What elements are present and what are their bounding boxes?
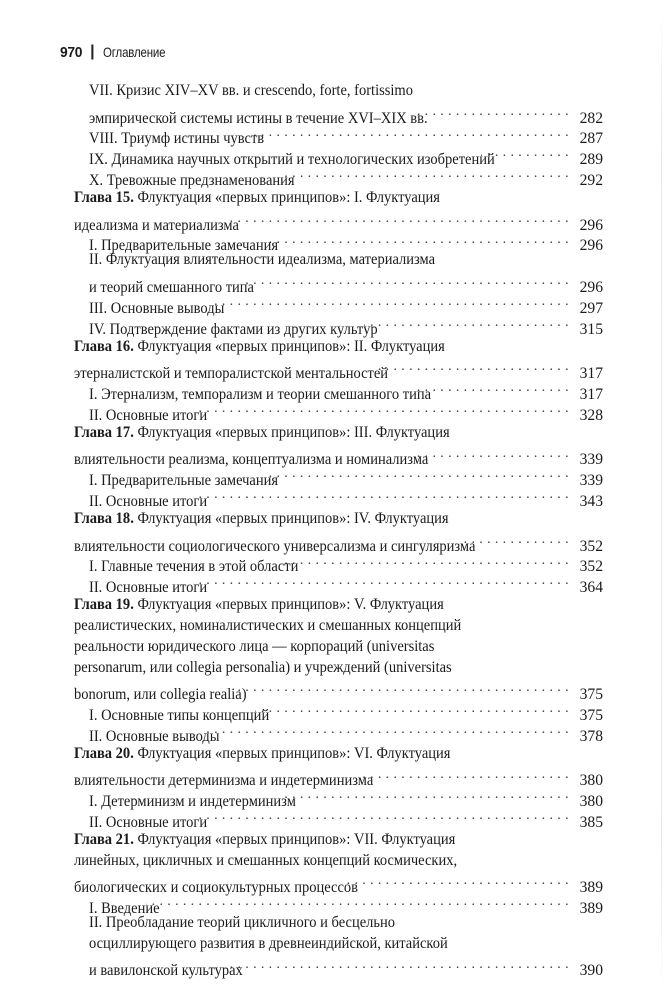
- entry-title-text: II. Основные итоги: [89, 406, 208, 424]
- toc-chapter-entry[interactable]: [74, 744, 603, 790]
- toc-section-entry[interactable]: [74, 378, 603, 403]
- page-ref[interactable]: 296: [579, 278, 603, 296]
- entry-title-text: этерналистской и темпоралистской ментальностей: [74, 365, 389, 383]
- dot-leader: [250, 123, 569, 144]
- toc-entry-line: [74, 595, 603, 616]
- dot-leader: [359, 765, 569, 786]
- page-ref[interactable]: 296: [579, 216, 603, 234]
- entry-title-text: II. Основные итоги: [89, 492, 208, 510]
- toc-entry-line: [74, 871, 603, 897]
- entry-title-text: II. Основные выводы: [89, 727, 220, 745]
- toc-entry-line: [89, 378, 603, 403]
- toc-entry-line: [89, 785, 603, 811]
- page-ref[interactable]: 282: [579, 109, 603, 127]
- dot-leader: [255, 699, 569, 720]
- toc-section-entry[interactable]: [74, 485, 603, 510]
- chapter-label: Глава 20.: [74, 744, 134, 762]
- page-ref[interactable]: 343: [579, 492, 603, 510]
- chapter-heading: [74, 423, 450, 444]
- page-ref[interactable]: 390: [579, 962, 603, 980]
- entry-title-text: IV. Подтверждение фактами из других культур: [89, 320, 378, 338]
- chapter-label: Глава 15.: [74, 188, 134, 206]
- entry-title-text: и теорий смешанного типа: [89, 278, 255, 296]
- table-of-contents: [74, 81, 603, 980]
- toc-entry-line: [74, 188, 603, 209]
- toc-entry-line: [74, 209, 603, 234]
- toc-section-entry[interactable]: [74, 806, 603, 831]
- dot-leader: [264, 464, 569, 485]
- toc-entry-line: [89, 934, 603, 955]
- dot-leader: [193, 485, 569, 506]
- page-ref[interactable]: 287: [579, 130, 603, 148]
- dot-leader: [225, 209, 569, 230]
- page-ref[interactable]: 315: [579, 320, 603, 338]
- dot-leader: [206, 720, 569, 741]
- toc-entry-line: [89, 230, 603, 255]
- chapter-heading: [74, 337, 445, 358]
- dot-leader: [281, 164, 569, 185]
- running-head-title: Оглавление: [102, 44, 165, 60]
- toc-entry-line: [89, 806, 603, 831]
- page-ref[interactable]: 292: [579, 171, 603, 189]
- entry-title-text: VII. Кризис XIV–XV вв. и crescendo, forte, fortissimo: [89, 82, 413, 99]
- page-ref[interactable]: 339: [579, 472, 603, 490]
- entry-title-text: Флуктуация «первых принципов»: I. Флуктуация: [133, 188, 440, 206]
- page-ref[interactable]: 297: [579, 299, 603, 317]
- entry-title-text: VIII. Триумф истины чувств: [89, 130, 265, 148]
- entry-title-text: осциллирующего развития в древнеиндийской, китайской: [89, 934, 448, 952]
- dot-leader: [210, 292, 569, 313]
- toc-entry-line: [74, 765, 603, 790]
- entry-title-text: влиятельности социологического универсализма и сингуляризма: [74, 537, 476, 555]
- toc-entry-line: [74, 830, 603, 851]
- entry-title-text: и вавилонской культурах: [89, 962, 243, 980]
- entry-title-text: реалистических, номиналистических и смешанных концепций: [74, 616, 462, 634]
- entry-title-text: II. Основные итоги: [89, 813, 208, 831]
- toc-entry-line: [89, 250, 603, 271]
- chapter-heading: [74, 744, 450, 765]
- toc-entry-line: [89, 955, 603, 980]
- page-ref[interactable]: 364: [579, 579, 603, 597]
- dot-leader: [417, 378, 569, 399]
- toc-section-entry[interactable]: [74, 230, 603, 255]
- dot-leader: [344, 871, 569, 892]
- entry-title-text: I. Основные типы концепций: [89, 706, 270, 724]
- toc-entry-line: [89, 485, 603, 510]
- dot-leader: [264, 230, 569, 251]
- entry-title-text: IX. Динамика научных открытий и технологических изобретений: [89, 151, 495, 169]
- chapter-label: Глава 16.: [74, 337, 134, 355]
- toc-section-entry[interactable]: [74, 551, 603, 576]
- page-ref[interactable]: 289: [579, 151, 603, 169]
- page-ref[interactable]: 317: [579, 365, 603, 383]
- dot-leader: [240, 271, 569, 292]
- toc-entry-line: [74, 423, 603, 444]
- toc-chapter-entry[interactable]: [74, 509, 603, 555]
- entry-title-text: биологических и социокультурных процессов: [74, 879, 359, 897]
- toc-section-entry[interactable]: [74, 250, 603, 296]
- toc-section-entry[interactable]: [74, 123, 603, 148]
- page-ref[interactable]: 375: [579, 686, 603, 704]
- entry-title-text: X. Тревожные предзнаменования: [89, 171, 295, 189]
- dot-leader: [229, 955, 569, 976]
- dot-leader: [481, 143, 569, 164]
- chapter-label: Глава 21.: [74, 830, 134, 848]
- toc-section-entry[interactable]: [74, 571, 603, 597]
- toc-entry-line: [89, 571, 603, 597]
- toc-chapter-entry[interactable]: [74, 337, 603, 383]
- chapter-heading: [74, 509, 449, 530]
- dot-leader: [374, 357, 569, 378]
- toc-entry-line: [74, 744, 603, 765]
- toc-entry-line: [74, 851, 603, 872]
- entry-title-text: III. Основные выводы: [89, 299, 225, 317]
- toc-section-entry[interactable]: [74, 81, 603, 127]
- toc-entry-line: [89, 143, 603, 169]
- toc-entry-line: [89, 81, 603, 102]
- entry-title-text: реальности юридического лица — корпораций (universitas: [74, 637, 435, 655]
- toc-section-entry[interactable]: [74, 892, 603, 918]
- running-head-separator: |: [90, 43, 95, 60]
- page-ref[interactable]: 352: [579, 558, 603, 576]
- entry-title-text: Флуктуация «первых принципов»: VI. Флуктуация: [133, 744, 451, 762]
- page-ref[interactable]: 389: [579, 879, 603, 897]
- running-head: [60, 43, 179, 61]
- toc-section-entry[interactable]: [74, 292, 603, 317]
- entry-title-text: Флуктуация «первых принципов»: V. Флуктуация: [133, 596, 444, 614]
- toc-entry-line: [89, 699, 603, 724]
- chapter-label: Глава 18.: [74, 509, 134, 527]
- entry-title-text: bonorum, или collegia realia): [74, 686, 247, 704]
- dot-leader: [284, 551, 569, 572]
- toc-section-entry[interactable]: [74, 164, 603, 189]
- toc-entry-line: [89, 551, 603, 576]
- entry-title-text: влиятельности реализма, концептуализма и номинализма: [74, 451, 429, 469]
- entry-title-text: II. Основные итоги: [89, 579, 208, 597]
- entry-title-text: I. Главные течения в этой области: [89, 558, 299, 576]
- toc-entry-line: [89, 313, 603, 338]
- chapter-heading: [74, 595, 444, 616]
- entry-title-text: I. Этернализм, темпорализм и теории смешанного типа: [89, 385, 432, 403]
- toc-chapter-entry[interactable]: [74, 595, 603, 704]
- page-ref[interactable]: 375: [579, 706, 603, 724]
- entry-title-text: II. Флуктуация влиятельности идеализма, материализма: [89, 251, 436, 269]
- entry-title-text: Флуктуация «первых принципов»: IV. Флуктуация: [133, 509, 449, 527]
- toc-section-entry[interactable]: [74, 720, 603, 745]
- dot-leader: [193, 571, 569, 592]
- entry-title-text: I. Предварительные замечания: [89, 237, 279, 255]
- toc-section-entry[interactable]: [74, 399, 603, 424]
- toc-entry-line: [89, 399, 603, 424]
- toc-section-entry[interactable]: [74, 313, 603, 338]
- toc-section-entry[interactable]: [74, 785, 603, 811]
- page-number: 970: [60, 43, 83, 61]
- chapter-label: Глава 19.: [74, 596, 134, 614]
- toc-entry-line: [89, 164, 603, 189]
- page-ref[interactable]: 317: [579, 385, 603, 403]
- page-ref[interactable]: 385: [579, 813, 603, 831]
- chapter-label: Глава 17.: [74, 423, 134, 441]
- dot-leader: [193, 399, 569, 420]
- toc-chapter-entry[interactable]: [74, 830, 603, 897]
- entry-title-text: Флуктуация «первых принципов»: VII. Флуктуация: [133, 830, 456, 848]
- page-ref[interactable]: 378: [579, 727, 603, 745]
- chapter-heading: [74, 188, 440, 209]
- toc-entry-line: [89, 292, 603, 317]
- toc-entry-line: [89, 720, 603, 745]
- page-ref[interactable]: 380: [579, 793, 603, 811]
- toc-section-entry[interactable]: [74, 143, 603, 169]
- toc-entry-line: [74, 616, 603, 637]
- toc-section-entry[interactable]: [74, 699, 603, 724]
- toc-entry-line: [89, 123, 603, 148]
- dot-leader: [414, 444, 569, 465]
- entry-title-text: I. Детерминизм и индетерминизм: [89, 793, 296, 811]
- toc-chapter-entry[interactable]: [74, 188, 603, 234]
- toc-entry-line: [74, 637, 603, 658]
- toc-entry-line: [89, 271, 603, 296]
- entry-title-text: линейных, цикличных и смешанных концепций космических,: [74, 851, 458, 869]
- entry-title-text: II. Преобладание теорий цикличного и бесцельно: [89, 914, 396, 932]
- toc-entry-line: [89, 102, 603, 127]
- toc-entry-line: [74, 357, 603, 383]
- entry-title-text: Флуктуация «первых принципов»: III. Флуктуация: [133, 423, 450, 441]
- page-ref[interactable]: 380: [579, 772, 603, 790]
- entry-title-text: эмпирической системы истины в течение XVI–XIX вв.: [89, 109, 428, 127]
- toc-entry-line: [74, 509, 603, 530]
- toc-section-entry[interactable]: [74, 913, 603, 980]
- page-ref[interactable]: 389: [579, 900, 603, 918]
- dot-leader: [282, 785, 569, 806]
- toc-section-entry[interactable]: [74, 464, 603, 490]
- toc-entry-line: [74, 658, 603, 679]
- toc-entry-line: [74, 678, 603, 704]
- entry-title-text: I. Введение: [89, 900, 160, 918]
- page-ref[interactable]: 296: [579, 237, 603, 255]
- entry-title-text: Флуктуация «первых принципов»: II. Флуктуация: [133, 337, 445, 355]
- toc-chapter-entry[interactable]: [74, 423, 603, 469]
- dot-leader: [461, 530, 569, 551]
- page-ref[interactable]: 339: [579, 451, 603, 469]
- toc-entry-line: [89, 464, 603, 490]
- toc-entry-line: [89, 892, 603, 918]
- toc-entry-line: [89, 913, 603, 934]
- entry-title-text: влиятельности детерминизма и индетерминизма: [74, 772, 374, 790]
- entry-title-text: personarum, или collegia personalia) и учреждений (universitas: [74, 658, 452, 676]
- toc-entry-line: [74, 444, 603, 469]
- dot-leader: [414, 102, 569, 123]
- dot-leader: [364, 313, 569, 334]
- dot-leader: [233, 678, 569, 699]
- page-ref[interactable]: 352: [579, 537, 603, 555]
- toc-entry-line: [74, 530, 603, 555]
- page-ref[interactable]: 328: [579, 406, 603, 424]
- dot-leader: [146, 892, 569, 913]
- dot-leader: [193, 806, 569, 827]
- entry-title-text: I. Предварительные замечания: [89, 472, 279, 490]
- page-edge: [661, 0, 662, 1000]
- chapter-heading: [74, 830, 455, 851]
- toc-entry-line: [74, 337, 603, 358]
- entry-title-text: идеализма и материализма: [74, 216, 239, 234]
